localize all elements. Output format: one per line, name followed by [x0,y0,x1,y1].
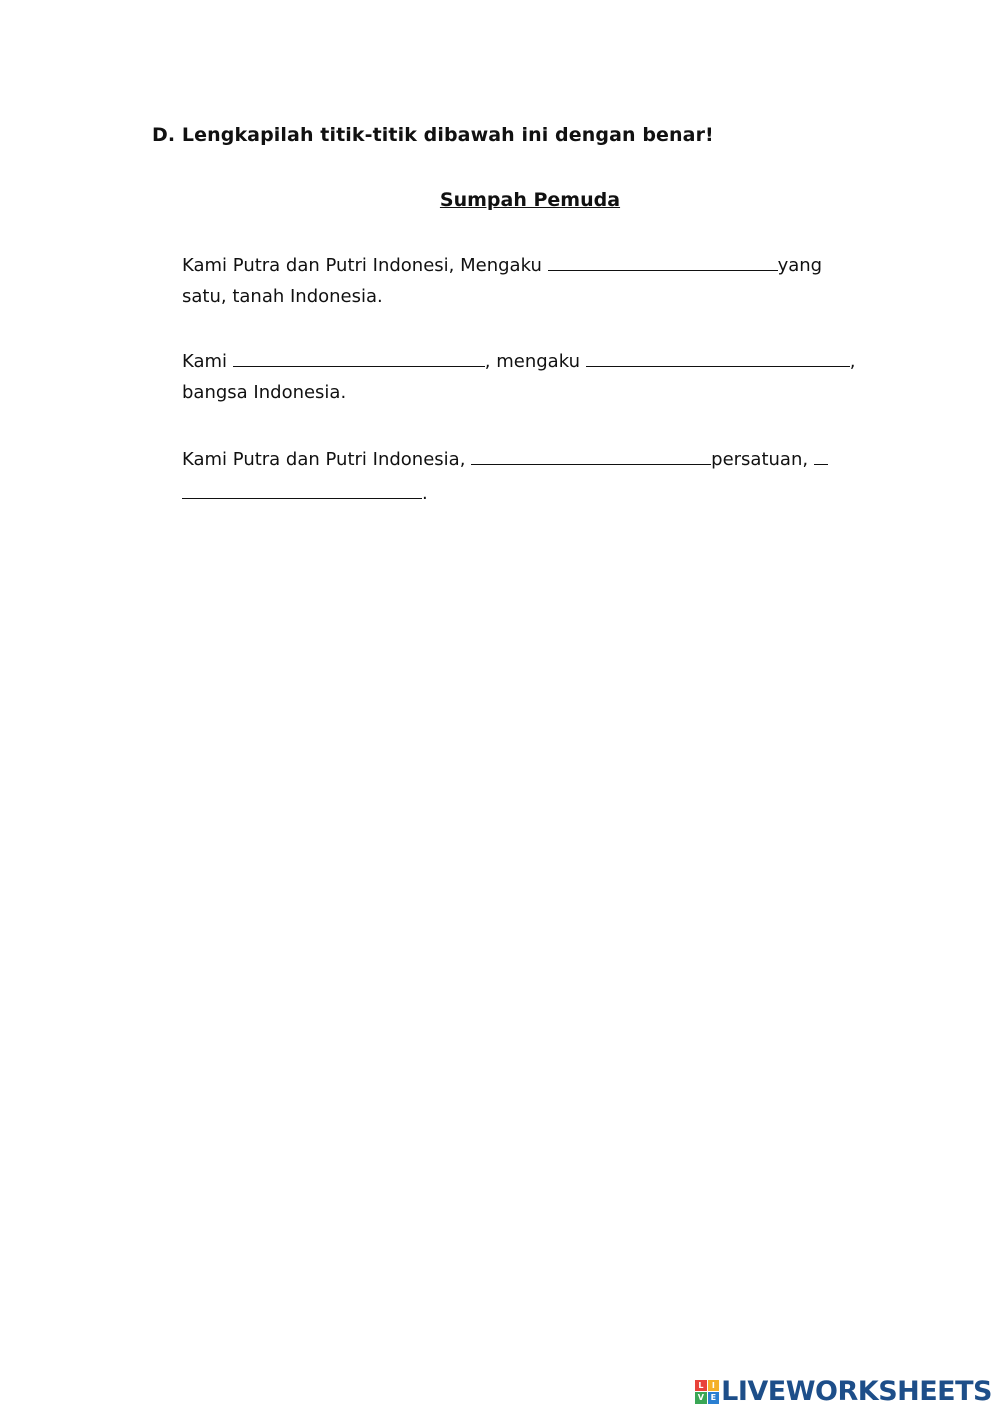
instruction-label: D. [152,124,176,146]
paragraph-1-line-1 [182,254,822,277]
worksheet-title: Sumpah Pemuda [439,189,621,211]
paragraph-1-text-after: yang [777,255,823,276]
blank-field-3[interactable] [586,350,850,367]
paragraph-3-line-1 [182,448,828,471]
paragraph-1-line-2: satu, tanah Indonesia. [182,286,383,307]
paragraph-3-text-after: persatuan, [711,449,814,470]
paragraph-3-line-2 [182,482,428,505]
liveworksheets-mark-icon: L I V E [695,1380,719,1404]
paragraph-2-text-middle: , mengaku [484,351,586,372]
paragraph-2-line-1 [182,350,855,373]
blank-field-4[interactable] [471,448,711,465]
paragraph-2-text-after: , [849,351,856,372]
liveworksheets-wordmark: LIVEWORKSHEETS [721,1376,992,1407]
blank-field-5-start[interactable] [814,448,828,465]
instruction-heading [152,124,714,146]
blank-field-5[interactable] [182,482,422,499]
liveworksheets-logo [695,1376,992,1407]
blank-field-1[interactable] [548,254,778,271]
instruction-text: Lengkapilah titik-titik dibawah ini dengan benar! [181,124,714,146]
paragraph-2-text-before: Kami [182,351,233,372]
paragraph-3-text-before: Kami Putra dan Putri Indonesia, [182,449,472,470]
paragraph-3-line-2-end: . [422,483,428,504]
paragraph-2-line-2: bangsa Indonesia. [182,382,347,403]
paragraph-1-text-before: Kami Putra dan Putri Indonesi, Mengaku [182,255,548,276]
blank-field-2[interactable] [233,350,485,367]
